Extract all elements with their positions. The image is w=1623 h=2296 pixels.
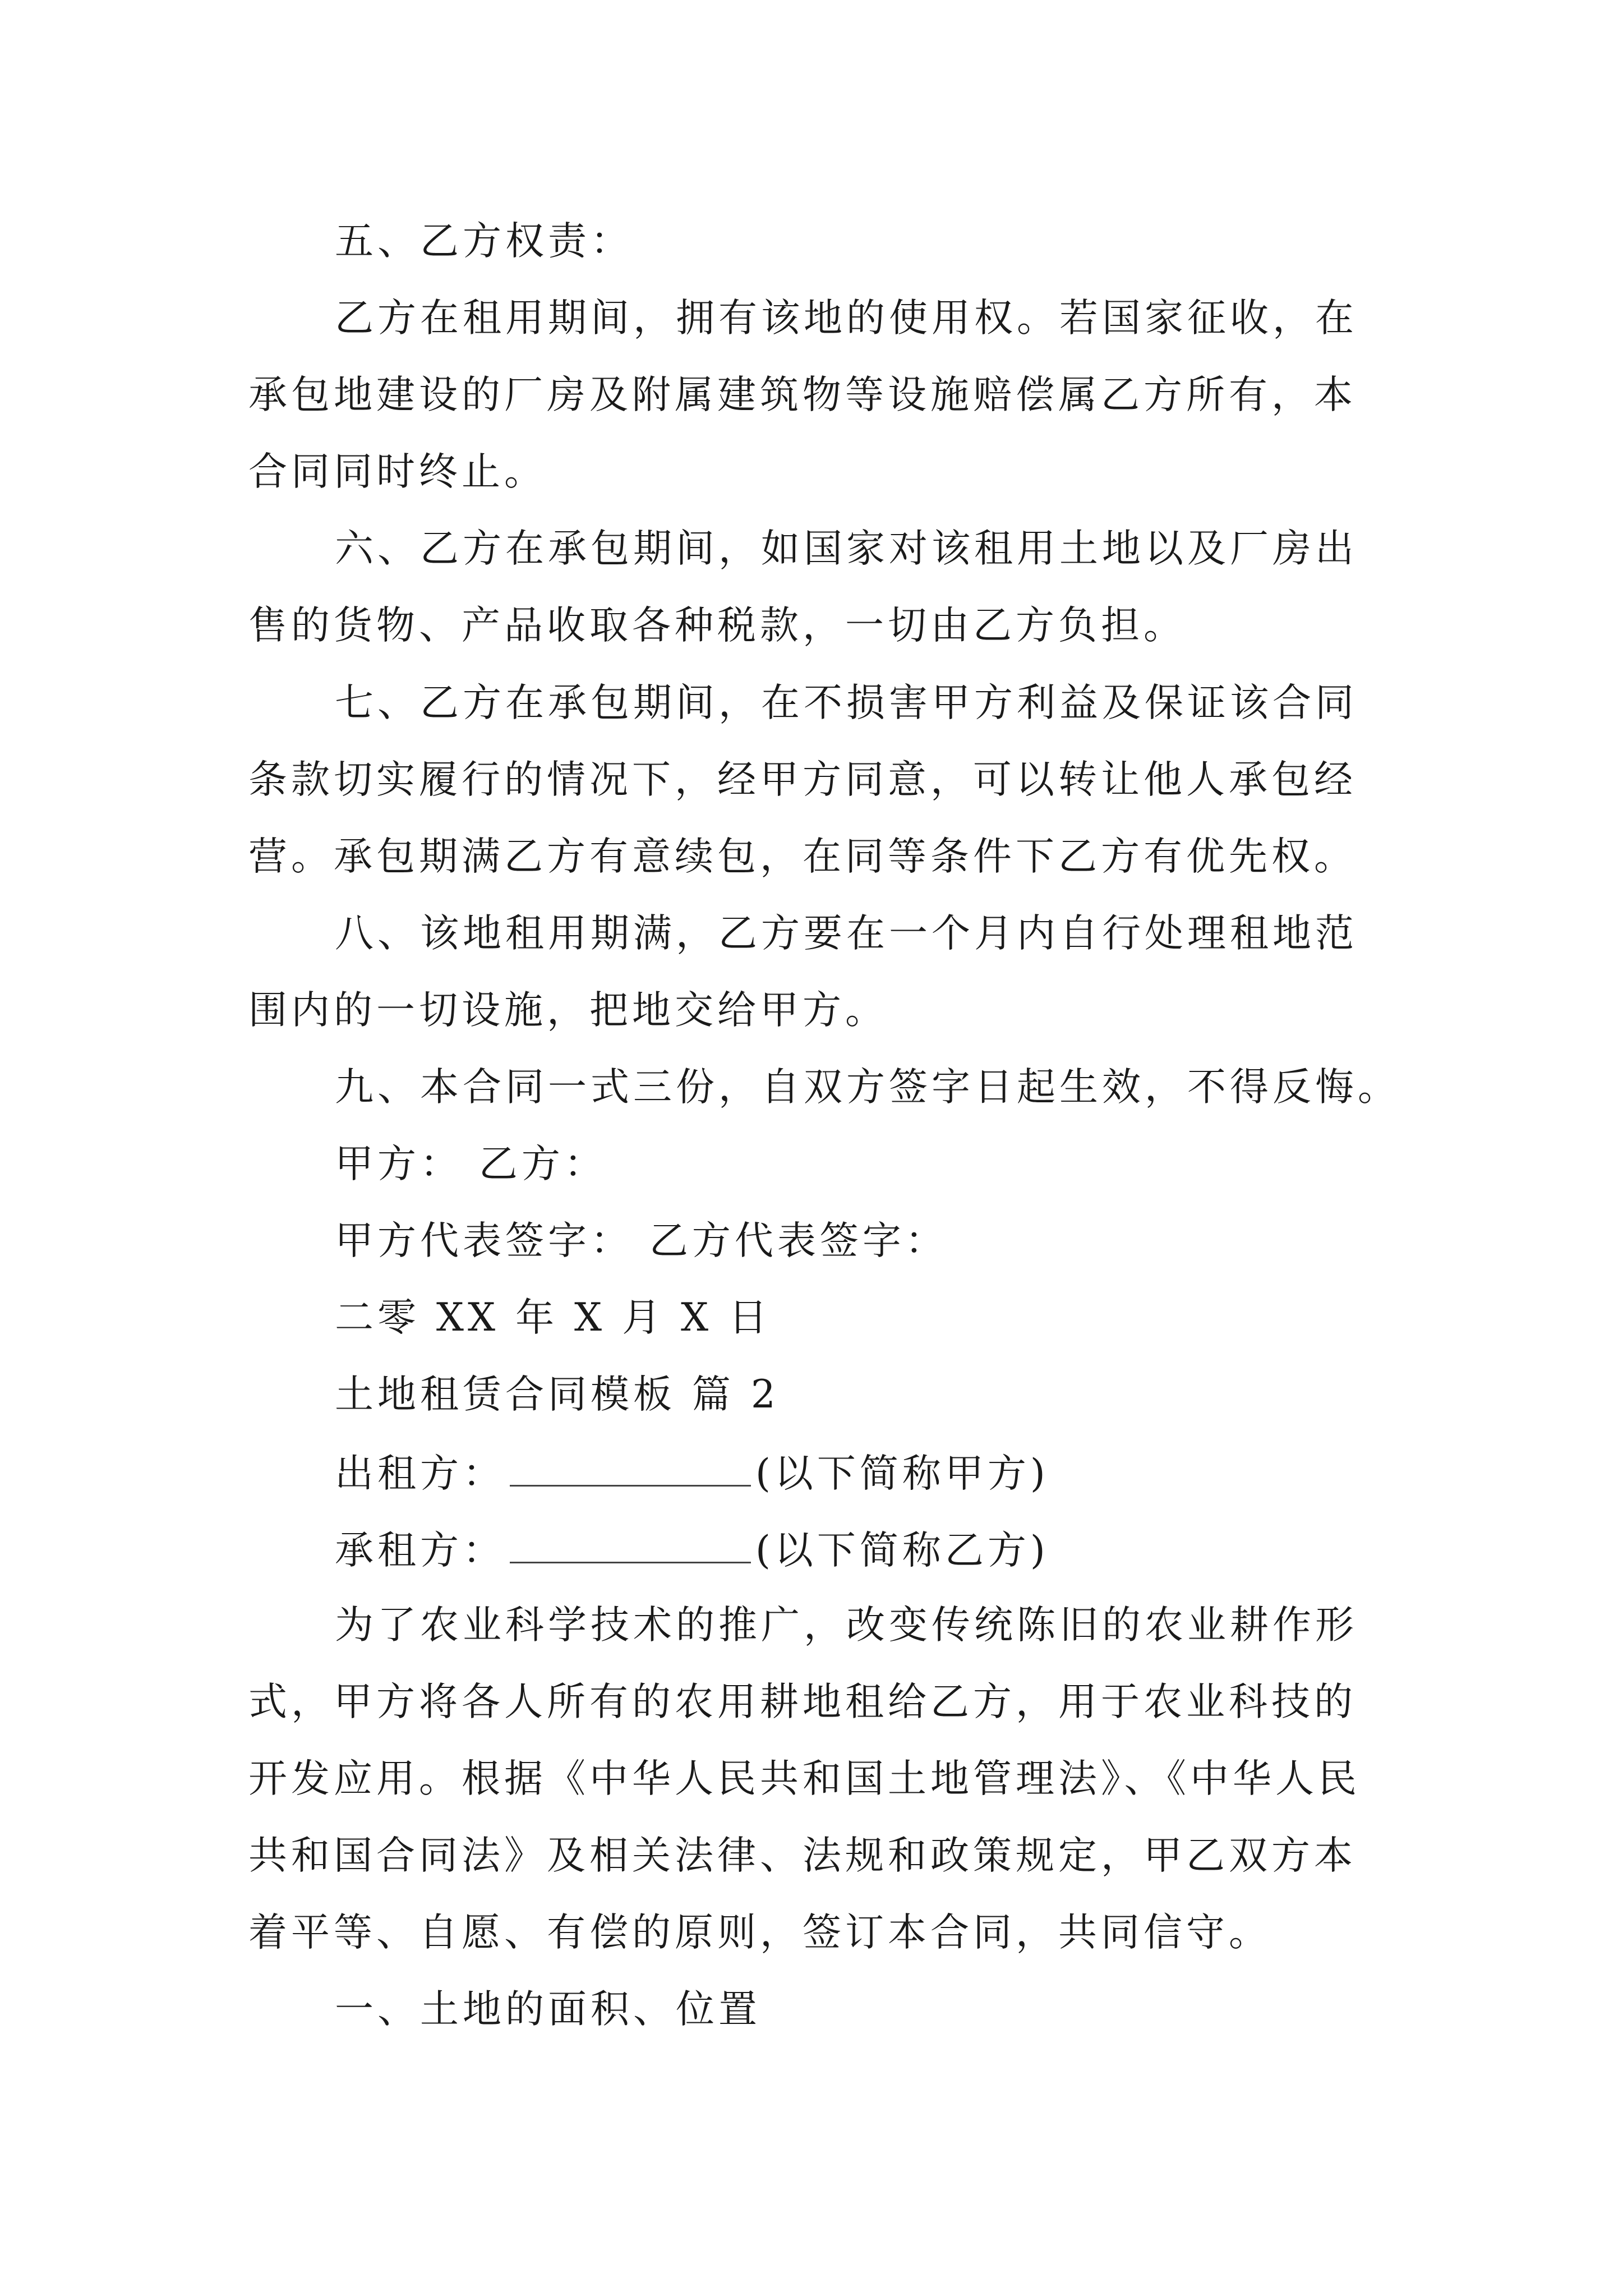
- paragraph-line: 乙方在租用期间，拥有该地的使用权。若国家征收，在: [335, 296, 1358, 341]
- paragraph-line: 条款切实履行的情况下，经甲方同意，可以转让他人承包经: [248, 757, 1357, 802]
- party-names-line: 甲方： 乙方：: [335, 1142, 607, 1186]
- paragraph-line: 八、该地租用期满，乙方要在一个月内自行处理租地范: [335, 911, 1358, 956]
- paragraph-line: 为了农业科学技术的推广，改变传统陈旧的农业耕作形: [335, 1603, 1358, 1648]
- paragraph-line: 营。承包期满乙方有意续包，在同等条件下乙方有优先权。: [248, 834, 1357, 879]
- lessee-label: 承租方：: [335, 1528, 505, 1573]
- section-one-heading: 一、土地的面积、位置: [335, 1987, 761, 2032]
- section-five-heading: 五、乙方权责：: [335, 219, 633, 264]
- contract-title: 土地租赁合同模板 篇 2: [335, 1372, 780, 1417]
- lessor-blank: [510, 1452, 751, 1487]
- paragraph-line: 七、乙方在承包期间，在不损害甲方利益及保证该合同: [335, 680, 1358, 725]
- lessee-suffix: (以下简称乙方): [755, 1528, 1049, 1573]
- date-line: 二零 XX 年 X 月 X 日: [335, 1295, 772, 1340]
- signature-line: 甲方代表签字： 乙方代表签字：: [335, 1218, 948, 1263]
- paragraph-line: 合同同时终止。: [248, 449, 547, 494]
- lessor-suffix: (以下简称甲方): [755, 1451, 1049, 1496]
- paragraph-line: 售的货物、产品收取各种税款，一切由乙方负担。: [248, 603, 1186, 648]
- paragraph-line: 九、本合同一式三份，自双方签字日起生效，不得反悔。: [335, 1065, 1400, 1110]
- paragraph-line: 六、乙方在承包期间，如国家对该租用土地以及厂房出: [335, 526, 1358, 571]
- lessor-label: 出租方：: [335, 1451, 505, 1496]
- paragraph-line: 开发应用。根据《中华人民共和国土地管理法》、《中华人民: [248, 1756, 1361, 1801]
- paragraph-line: 着平等、自愿、有偿的原则，签订本合同，共同信守。: [248, 1910, 1271, 1955]
- lessee-line: [335, 1528, 1049, 1573]
- paragraph-line: 承包地建设的厂房及附属建筑物等设施赔偿属乙方所有，本: [248, 372, 1357, 417]
- lessor-line: [335, 1451, 1049, 1496]
- paragraph-line: 共和国合同法》及相关法律、法规和政策规定，甲乙双方本: [248, 1833, 1357, 1878]
- paragraph-line: 围内的一切设施，把地交给甲方。: [248, 988, 888, 1033]
- paragraph-line: 式，甲方将各人所有的农用耕地租给乙方，用于农业科技的: [248, 1680, 1357, 1724]
- lessee-blank: [510, 1529, 751, 1563]
